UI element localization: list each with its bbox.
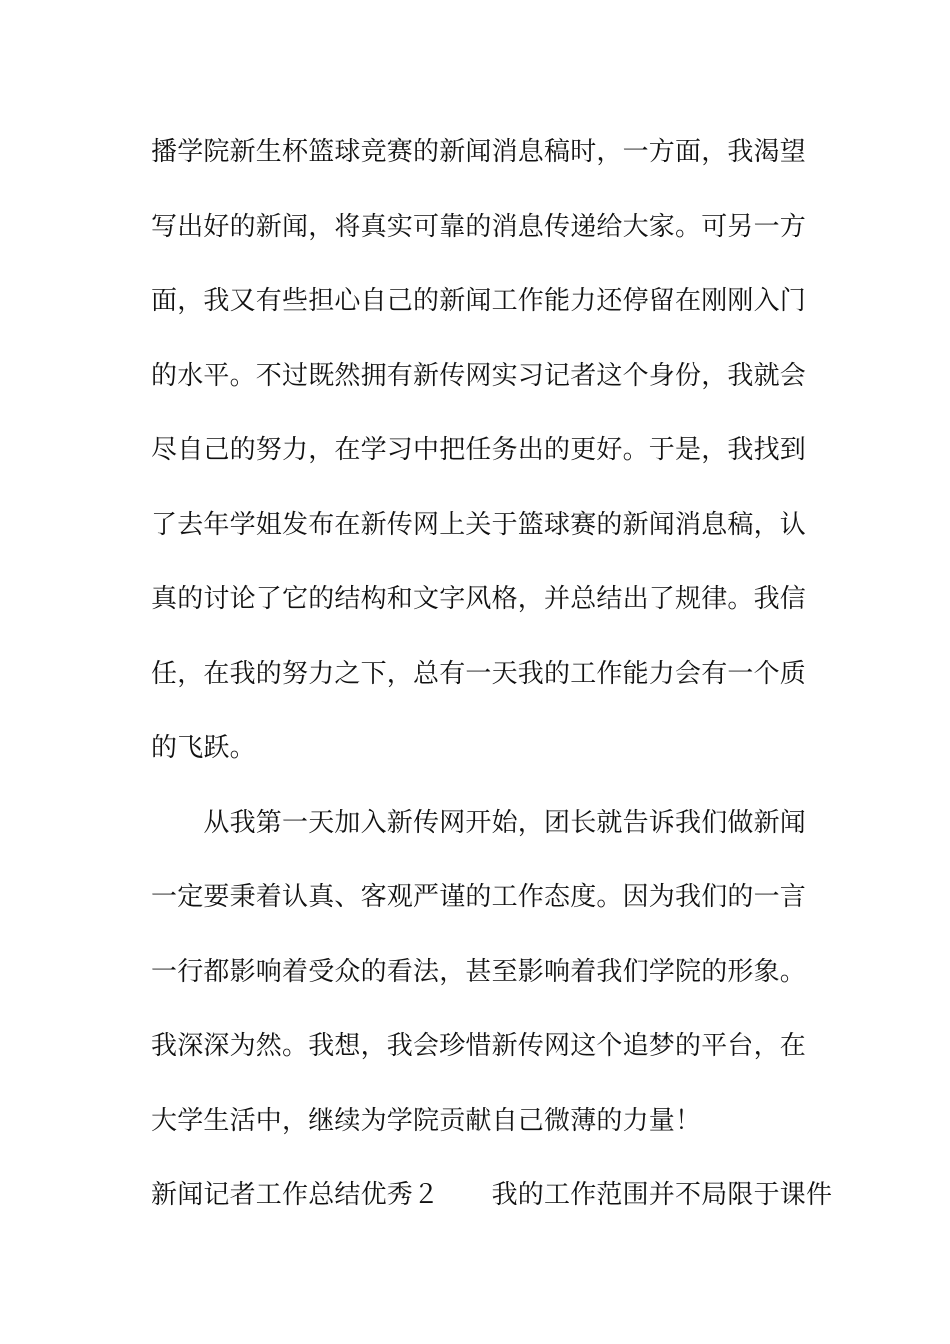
text-line: 我深深为然。我想，我会珍惜新传网这个追梦的平台，在: [151, 1031, 807, 1061]
text-line: 尽自己的努力，在学习中把任务出的更好。于是，我找到: [151, 435, 807, 465]
text-line: 大学生活中，继续为学院贡献自己微薄的力量！: [151, 1106, 702, 1136]
text-line: 面，我又有些担心自己的新闻工作能力还停留在刚刚入门: [151, 286, 807, 316]
text-line: 一行都影响着受众的看法，甚至影响着我们学院的形象。: [151, 957, 807, 987]
text-line: 任，在我的努力之下，总有一天我的工作能力会有一个质: [151, 659, 807, 689]
text-line: 的水平。不过既然拥有新传网实习记者这个身份，我就会: [151, 361, 807, 391]
text-line: 一定要秉着认真、客观严谨的工作态度。因为我们的一言: [151, 882, 807, 912]
text-line: 写出好的新闻，将真实可靠的消息传递给大家。可另一方: [151, 212, 807, 242]
text-line: 的飞跃。: [151, 733, 256, 763]
text-line: 新闻记者工作总结优秀２ 我的工作范围并不局限于课件: [151, 1180, 833, 1210]
text-line: 真的讨论了它的结构和文字风格，并总结出了规律。我信: [151, 584, 807, 614]
text-line: 了去年学姐发布在新传网上关于篮球赛的新闻消息稿，认: [151, 510, 807, 540]
text-line: 从我第一天加入新传网开始，团长就告诉我们做新闻: [151, 808, 807, 838]
text-line: 播学院新生杯篮球竞赛的新闻消息稿时，一方面，我渴望: [151, 137, 807, 167]
